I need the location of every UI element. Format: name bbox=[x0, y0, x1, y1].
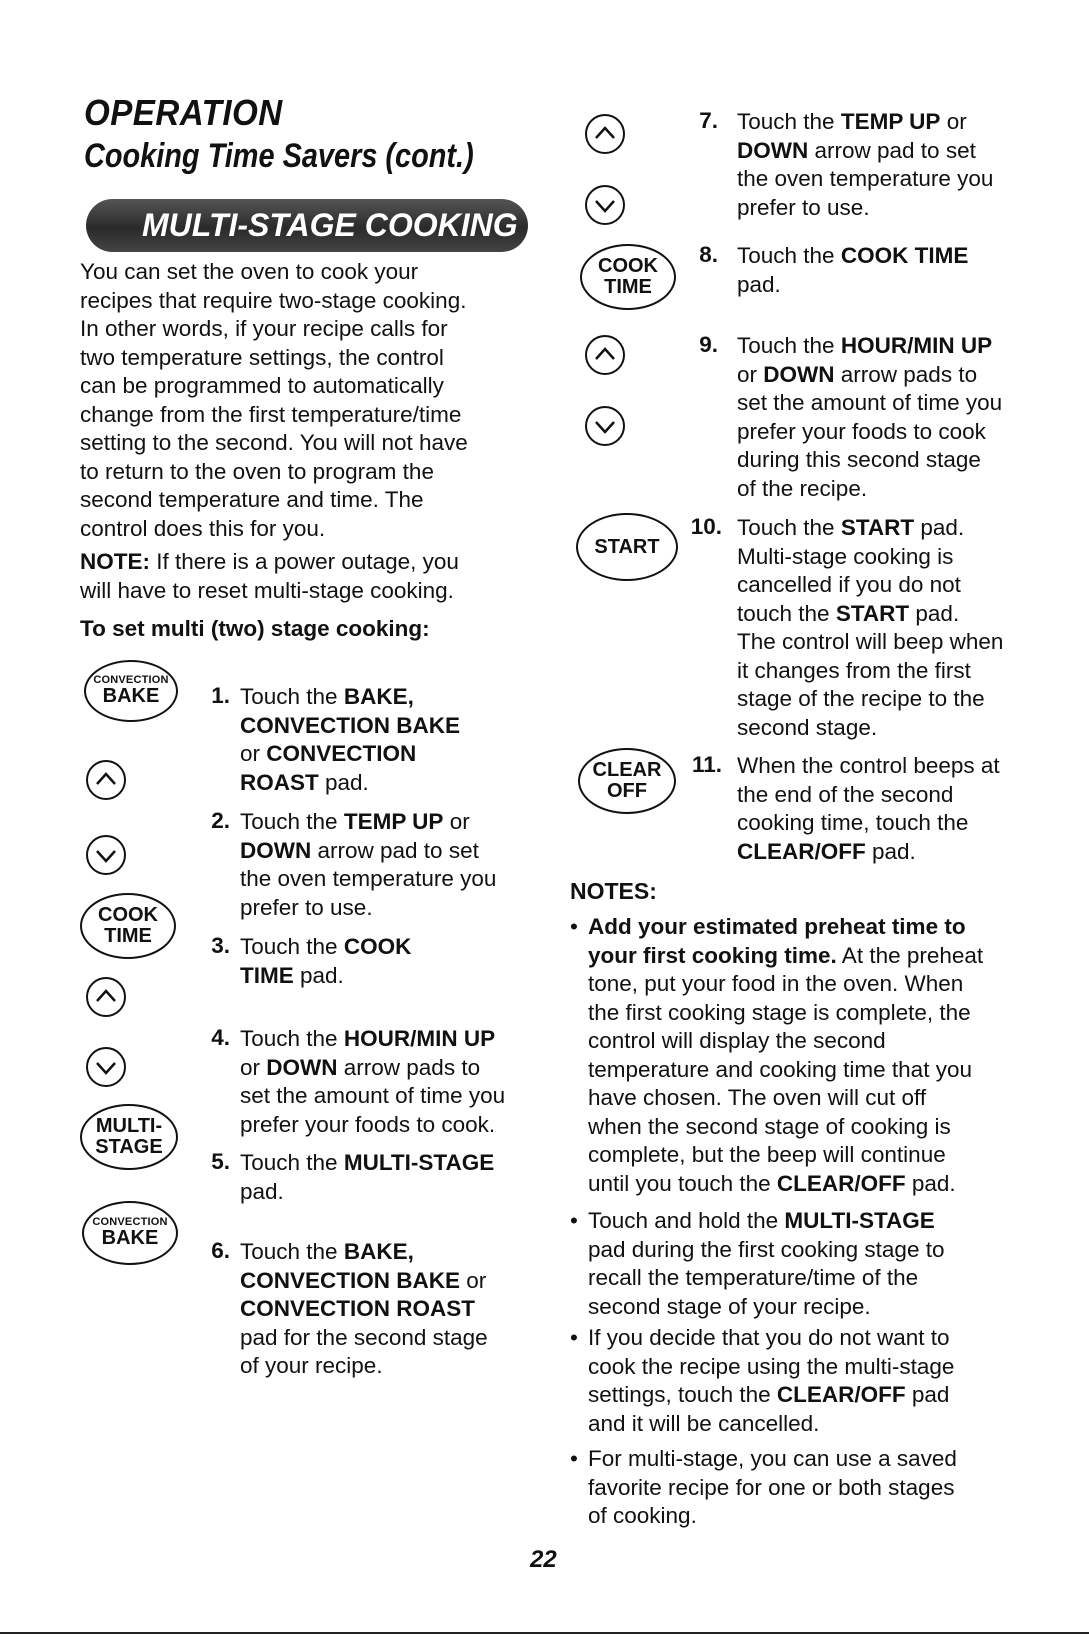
text: COOK bbox=[343, 934, 412, 959]
text: CLEAR/OFF bbox=[737, 838, 866, 864]
note-item-4 bbox=[570, 1445, 1050, 1531]
text: CONVECTION BAKE bbox=[240, 1267, 461, 1293]
text: Touch the bbox=[240, 1239, 344, 1264]
intro-line: two temperature settings, the control bbox=[80, 344, 444, 370]
pad-label: COOK bbox=[98, 904, 158, 926]
text: prefer your foods to cook. bbox=[240, 1111, 496, 1137]
text: DOWN bbox=[737, 137, 809, 163]
note-item-2 bbox=[570, 1207, 1050, 1321]
text: Multi-stage cooking is bbox=[737, 543, 954, 569]
step-number: 11. bbox=[691, 752, 722, 777]
step-number: 1. bbox=[211, 683, 230, 708]
text: tone, put your food in the oven. When bbox=[588, 971, 964, 996]
notes-heading: NOTES: bbox=[570, 878, 657, 904]
step-number: 4. bbox=[211, 1025, 230, 1050]
pad-label: BAKE bbox=[102, 685, 160, 708]
text: Touch the bbox=[737, 333, 841, 358]
text: pad during the first cooking stage to bbox=[588, 1236, 945, 1262]
text: pad. bbox=[914, 515, 965, 540]
text: of cooking. bbox=[588, 1503, 697, 1528]
cook-time-pad[interactable] bbox=[80, 893, 176, 959]
text: complete, but the beep will continue bbox=[588, 1142, 946, 1167]
hour-min-up-arrow-pad[interactable] bbox=[86, 977, 126, 1017]
text: COOK TIME bbox=[840, 243, 969, 268]
text: it changes from the first bbox=[737, 657, 971, 683]
text: favorite recipe for one or both stages bbox=[588, 1474, 955, 1500]
text: or bbox=[940, 109, 967, 134]
temp-up-arrow-pad-2[interactable] bbox=[585, 114, 625, 154]
text: START bbox=[835, 600, 910, 626]
text: pad bbox=[905, 1382, 950, 1407]
chevron-up-icon bbox=[587, 116, 623, 152]
text: until you touch the bbox=[588, 1170, 777, 1196]
text: prefer to use. bbox=[737, 194, 870, 220]
text: second stage. bbox=[737, 714, 878, 740]
bullet-icon: • bbox=[570, 1208, 578, 1233]
chevron-up-icon bbox=[88, 979, 124, 1015]
text: the oven temperature you bbox=[240, 866, 497, 891]
text: TEMP UP bbox=[343, 809, 444, 834]
pad-label: BAKE bbox=[101, 1227, 159, 1250]
chevron-down-icon bbox=[587, 187, 623, 223]
pad-label: CONVECTION bbox=[92, 1215, 168, 1228]
text: Touch and hold the bbox=[588, 1208, 785, 1233]
pad-label: COOK bbox=[598, 255, 658, 277]
pad-label: TIME bbox=[604, 276, 652, 298]
step-number: 2. bbox=[211, 808, 230, 833]
step-3-text bbox=[240, 933, 520, 990]
text: Touch the bbox=[240, 1150, 344, 1175]
temp-up-arrow-pad[interactable] bbox=[86, 760, 126, 800]
text: your first cooking time. bbox=[588, 942, 837, 968]
text: the end of the second bbox=[737, 781, 954, 807]
text: BAKE, bbox=[343, 684, 414, 709]
text: Touch the bbox=[240, 934, 344, 959]
text: CLEAR/OFF bbox=[776, 1382, 906, 1407]
step-number: 6. bbox=[211, 1238, 230, 1263]
intro-line: You can set the oven to cook your bbox=[80, 259, 419, 284]
text: The control will beep when bbox=[737, 629, 1004, 654]
page-number: 22 bbox=[530, 1546, 557, 1573]
text: CONVECTION bbox=[266, 741, 417, 766]
text: Touch the bbox=[240, 684, 344, 709]
text: settings, touch the bbox=[588, 1382, 777, 1407]
hour-min-down-arrow-pad[interactable] bbox=[86, 1047, 126, 1087]
text: the first cooking stage is complete, the bbox=[588, 999, 971, 1025]
note-item-3 bbox=[570, 1324, 1050, 1438]
text: cook the recipe using the multi-stage bbox=[588, 1353, 955, 1379]
text: cooking time, touch the bbox=[737, 810, 969, 835]
section-banner bbox=[86, 199, 528, 252]
text: START bbox=[840, 515, 915, 540]
text: prefer your foods to cook bbox=[737, 418, 986, 444]
text: when the second stage of cooking is bbox=[588, 1113, 951, 1139]
text: pad. bbox=[909, 600, 960, 626]
pad-label: MULTI- bbox=[95, 1115, 163, 1137]
text: Add your estimated preheat time to bbox=[588, 914, 966, 939]
chevron-up-icon bbox=[88, 762, 124, 798]
text: during this second stage bbox=[737, 447, 981, 472]
pad-label: TIME bbox=[104, 925, 152, 947]
intro-line: recipes that require two-stage cooking. bbox=[80, 287, 467, 313]
text: prefer to use. bbox=[240, 894, 373, 920]
text: HOUR/MIN UP bbox=[840, 333, 993, 358]
step-8-text bbox=[737, 242, 1037, 299]
step-1-text bbox=[240, 683, 520, 797]
page-subtitle: Cooking Time Savers (cont.) bbox=[84, 137, 474, 175]
text: For multi-stage, you can use a saved bbox=[588, 1446, 957, 1471]
text: CLEAR/OFF bbox=[776, 1170, 906, 1196]
step-6-text bbox=[240, 1238, 530, 1381]
intro-line: control does this for you. bbox=[80, 515, 326, 541]
step-2-text bbox=[240, 808, 520, 922]
step-7-text bbox=[737, 108, 1037, 222]
section-banner-label: MULTI-STAGE COOKING bbox=[142, 207, 518, 243]
step-4-text bbox=[240, 1025, 530, 1139]
note-label: NOTE: bbox=[80, 549, 150, 574]
text: arrow pads to bbox=[834, 361, 978, 387]
text: MULTI-STAGE bbox=[784, 1208, 935, 1233]
note bbox=[80, 548, 510, 605]
step-number: 7. bbox=[699, 108, 718, 133]
hour-min-up-arrow-pad-2[interactable] bbox=[585, 335, 625, 375]
step-number: 9. bbox=[699, 332, 718, 357]
intro-line: to return to the oven to program the bbox=[80, 458, 434, 484]
temp-down-arrow-pad[interactable] bbox=[86, 835, 126, 875]
text: touch the bbox=[737, 600, 836, 626]
text: pad for the second stage bbox=[240, 1324, 488, 1350]
intro-line: setting to the second. You will not have bbox=[80, 430, 468, 455]
hour-min-down-arrow-pad-2[interactable] bbox=[585, 406, 625, 446]
text: of your recipe. bbox=[240, 1353, 383, 1378]
note-text: will have to reset multi-stage cooking. bbox=[80, 577, 454, 603]
chevron-up-icon bbox=[587, 337, 623, 373]
pad-label: OFF bbox=[607, 780, 647, 802]
text: ROAST bbox=[240, 769, 319, 795]
text: arrow pad to set bbox=[808, 137, 976, 163]
multi-stage-pad[interactable] bbox=[80, 1104, 178, 1170]
text: control will display the second bbox=[588, 1028, 886, 1053]
text: second stage of your recipe. bbox=[588, 1293, 871, 1319]
text: set the amount of time you bbox=[737, 390, 1003, 415]
intro-line: second temperature and time. The bbox=[80, 487, 424, 512]
steps-heading: To set multi (two) stage cooking: bbox=[80, 616, 430, 641]
text: or bbox=[240, 741, 267, 766]
text: pad. bbox=[737, 271, 781, 297]
step-number: 3. bbox=[211, 933, 230, 958]
text: Touch the bbox=[737, 243, 841, 268]
convection-bake-pad[interactable] bbox=[84, 660, 178, 722]
text: or bbox=[443, 809, 470, 834]
text: If you decide that you do not want to bbox=[588, 1325, 950, 1350]
intro-paragraph bbox=[80, 258, 510, 543]
text: recall the temperature/time of the bbox=[588, 1265, 919, 1290]
text: the oven temperature you bbox=[737, 166, 994, 191]
text: CONVECTION ROAST bbox=[240, 1296, 476, 1321]
chevron-down-icon bbox=[88, 1049, 124, 1085]
bullet-icon: • bbox=[570, 1325, 578, 1350]
text: DOWN bbox=[240, 837, 312, 863]
text: of the recipe. bbox=[737, 475, 868, 501]
text: At the preheat bbox=[836, 942, 984, 968]
text: Touch the bbox=[240, 809, 344, 834]
step-5-text bbox=[240, 1149, 530, 1206]
step-number: 5. bbox=[211, 1149, 230, 1174]
step-9-text bbox=[737, 332, 1037, 503]
bottom-rule bbox=[0, 1632, 1089, 1634]
text: pad. bbox=[865, 838, 916, 864]
pad-label: CLEAR bbox=[592, 759, 662, 781]
text: pad. bbox=[318, 769, 369, 795]
text: DOWN bbox=[266, 1054, 338, 1080]
text: DOWN bbox=[763, 361, 835, 387]
text: set the amount of time you bbox=[240, 1083, 506, 1108]
text: Touch the bbox=[737, 109, 841, 134]
temp-down-arrow-pad-2[interactable] bbox=[585, 185, 625, 225]
text: pad. bbox=[240, 1178, 284, 1204]
intro-line: In other words, if your recipe calls for bbox=[80, 316, 448, 341]
text: CONVECTION BAKE bbox=[240, 712, 461, 738]
text: Touch the bbox=[737, 515, 841, 540]
chevron-down-icon bbox=[88, 837, 124, 873]
text: HOUR/MIN UP bbox=[343, 1026, 496, 1051]
text: have chosen. The oven will cut off bbox=[588, 1085, 927, 1110]
text: stage of the recipe to the bbox=[737, 686, 985, 711]
page-title: OPERATION bbox=[84, 92, 283, 133]
pad-label: STAGE bbox=[95, 1136, 163, 1158]
note-item-1 bbox=[570, 913, 1050, 1198]
text: or bbox=[240, 1054, 267, 1080]
text: TEMP UP bbox=[840, 109, 941, 134]
cook-time-pad-2[interactable] bbox=[580, 244, 676, 310]
text: pad. bbox=[905, 1170, 956, 1196]
chevron-down-icon bbox=[587, 408, 623, 444]
text: or bbox=[460, 1267, 487, 1293]
intro-line: can be programmed to automatically bbox=[80, 373, 444, 398]
start-pad[interactable] bbox=[576, 513, 678, 581]
note-text: If there is a power outage, you bbox=[150, 549, 459, 574]
intro-line: change from the first temperature/time bbox=[80, 401, 462, 427]
text: Touch the bbox=[240, 1026, 344, 1051]
text: arrow pads to bbox=[337, 1054, 481, 1080]
convection-bake-pad-2[interactable] bbox=[82, 1201, 178, 1265]
text: BAKE, bbox=[343, 1239, 414, 1264]
bullet-icon: • bbox=[570, 1446, 578, 1471]
pad-label: START bbox=[594, 535, 660, 558]
text: arrow pad to set bbox=[311, 837, 479, 863]
step-11-text bbox=[737, 752, 1037, 866]
text: When the control beeps at bbox=[737, 753, 1000, 778]
text: cancelled if you do not bbox=[737, 572, 961, 597]
clear-off-pad[interactable] bbox=[578, 748, 676, 814]
pad-label: CONVECTION bbox=[93, 673, 169, 686]
step-number: 8. bbox=[699, 242, 718, 267]
text: pad. bbox=[293, 962, 344, 988]
text: MULTI-STAGE bbox=[343, 1150, 495, 1175]
text: TIME bbox=[240, 962, 294, 988]
text: and it will be cancelled. bbox=[588, 1410, 820, 1436]
bullet-icon: • bbox=[570, 914, 578, 939]
step-10-text bbox=[737, 514, 1037, 742]
text: or bbox=[737, 361, 764, 387]
step-number: 10. bbox=[690, 514, 722, 539]
text: temperature and cooking time that you bbox=[588, 1056, 972, 1082]
